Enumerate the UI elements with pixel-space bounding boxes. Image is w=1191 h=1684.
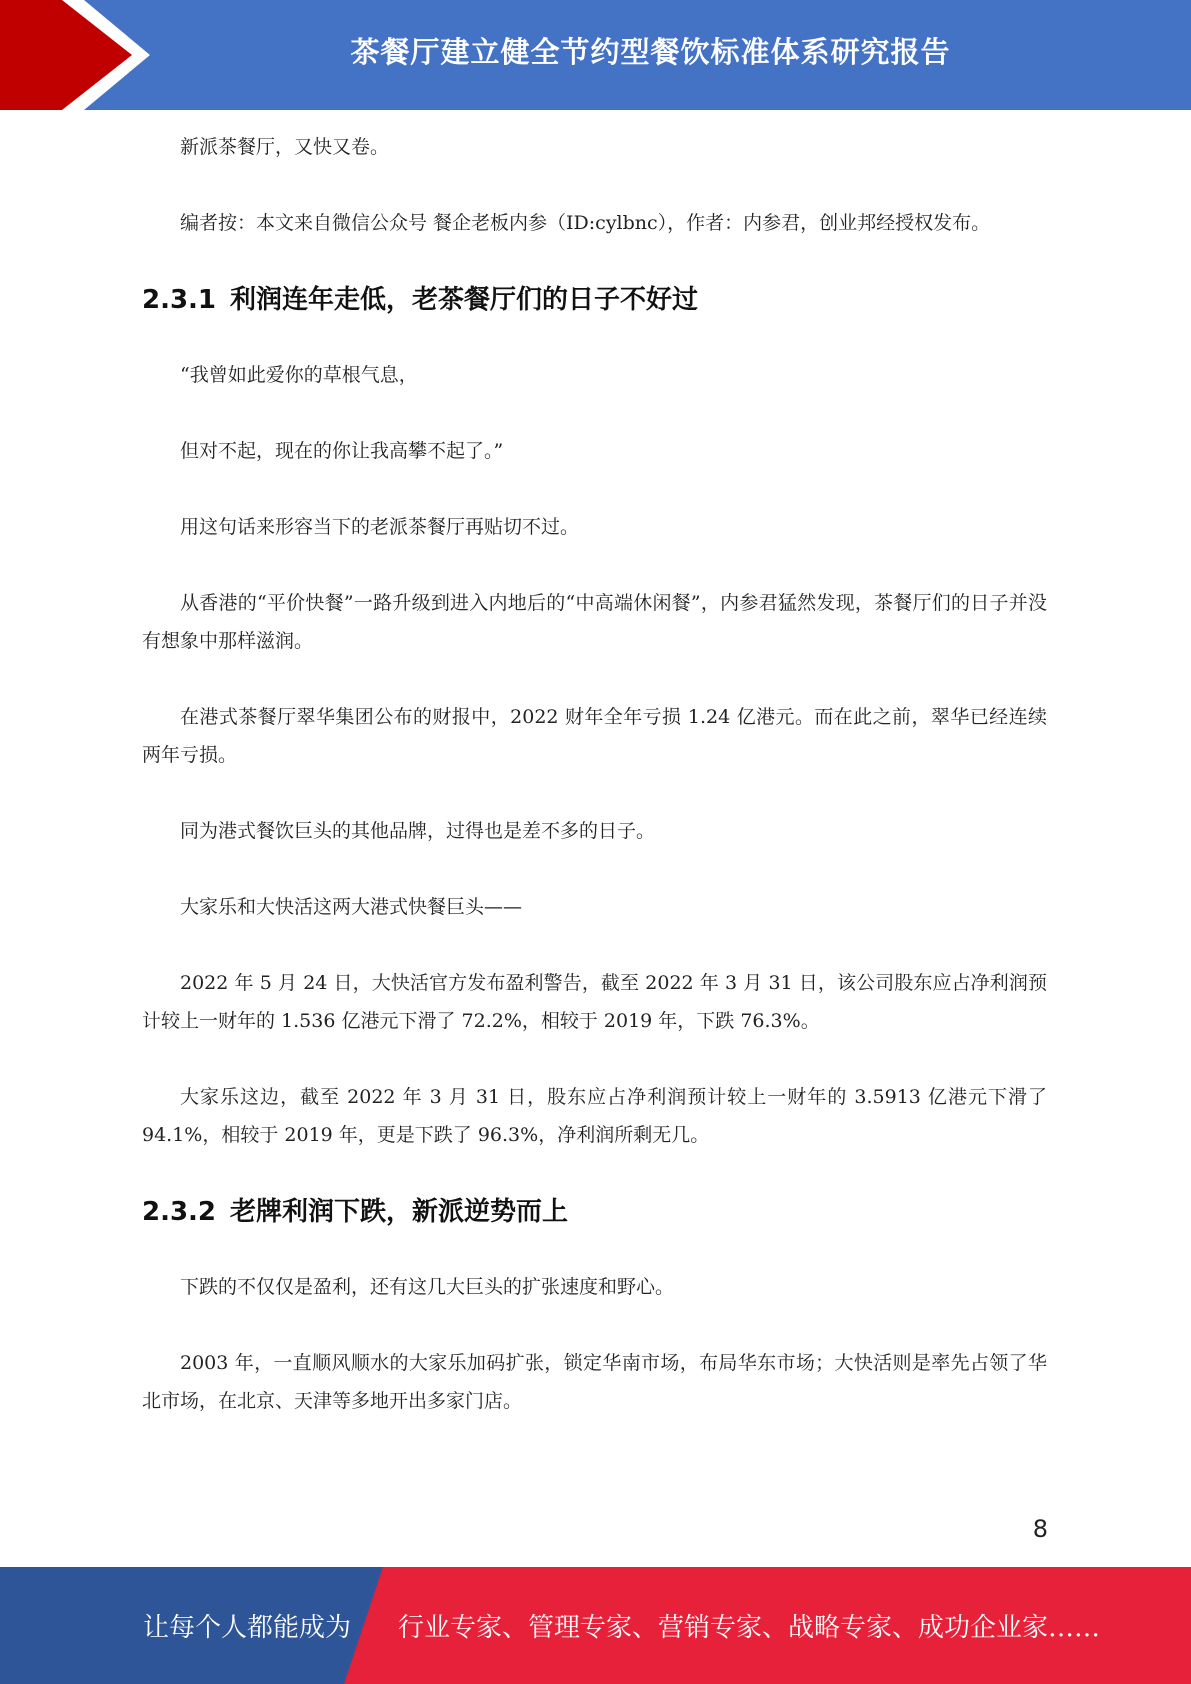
document-title: 茶餐厅建立健全节约型餐饮标准体系研究报告 bbox=[350, 34, 951, 69]
section-title: 老牌利润下跌，新派逆势而上 bbox=[230, 1197, 569, 1227]
body-paragraph: 在港式茶餐厅翠华集团公布的财报中，2022 财年全年亏损 1.24 亿港元。而在此之前，翠华已经连续两年亏损。 bbox=[142, 706, 1047, 766]
body-paragraph: 用这句话来形容当下的老派茶餐厅再贴切不过。 bbox=[180, 516, 580, 538]
section-number: 2.3.1 bbox=[142, 285, 217, 315]
section-heading-2-3-2 bbox=[142, 1192, 1047, 1232]
body-paragraph: 但对不起，现在的你让我高攀不起了。” bbox=[180, 440, 504, 462]
page-content bbox=[142, 128, 1047, 1458]
page-header bbox=[0, 0, 1191, 110]
page-footer bbox=[0, 1567, 1191, 1684]
intro-paragraph: 新派茶餐厅，又快又卷。 bbox=[180, 136, 390, 158]
footer-slogan-left: 让每个人都能成为 bbox=[143, 1613, 352, 1643]
section-title: 利润连年走低，老茶餐厅们的日子不好过 bbox=[230, 285, 699, 315]
body-paragraph: 2022 年 5 月 24 日，大快活官方发布盈利警告，截至 2022 年 3 月 31 日，该公司股东应占净利润预计较上一财年的 1.536 亿港元下滑了 72.2%，相较于 2019 年，下跌 76.3%。 bbox=[142, 972, 1047, 1032]
body-paragraph: 下跌的不仅仅是盈利，还有这几大巨头的扩张速度和野心。 bbox=[180, 1276, 675, 1298]
page-number: 8 bbox=[1032, 1515, 1048, 1543]
body-paragraph: 2003 年，一直顺风顺水的大家乐加码扩张，锁定华南市场，布局华东市场；大快活则是率先占领了华北市场，在北京、天津等多地开出多家门店。 bbox=[142, 1352, 1047, 1412]
section-number: 2.3.2 bbox=[142, 1197, 217, 1227]
body-paragraph: 大家乐这边，截至 2022 年 3 月 31 日，股东应占净利润预计较上一财年的 3.5913 亿港元下滑了 94.1%，相较于 2019 年，更是下跌了 96.3%，净利润所剩无几。 bbox=[142, 1086, 1047, 1146]
body-paragraph: “我曾如此爱你的草根气息， bbox=[180, 364, 418, 386]
footer-slogan-right: 行业专家、管理专家、营销专家、战略专家、成功企业家…… bbox=[398, 1613, 1101, 1643]
body-paragraph: 从香港的“平价快餐”一路升级到进入内地后的“中高端休闲餐”，内参君猛然发现，茶餐厅们的日子并没有想象中那样滋润。 bbox=[142, 592, 1047, 652]
body-paragraph: 同为港式餐饮巨头的其他品牌，过得也是差不多的日子。 bbox=[180, 820, 656, 842]
editor-note-paragraph: 编者按：本文来自微信公众号 餐企老板内参（ID:cylbnc），作者：内参君，创业邦经授权发布。 bbox=[180, 212, 991, 234]
section-heading-2-3-1 bbox=[142, 280, 1047, 320]
body-paragraph: 大家乐和大快活这两大港式快餐巨头—— bbox=[180, 896, 523, 918]
